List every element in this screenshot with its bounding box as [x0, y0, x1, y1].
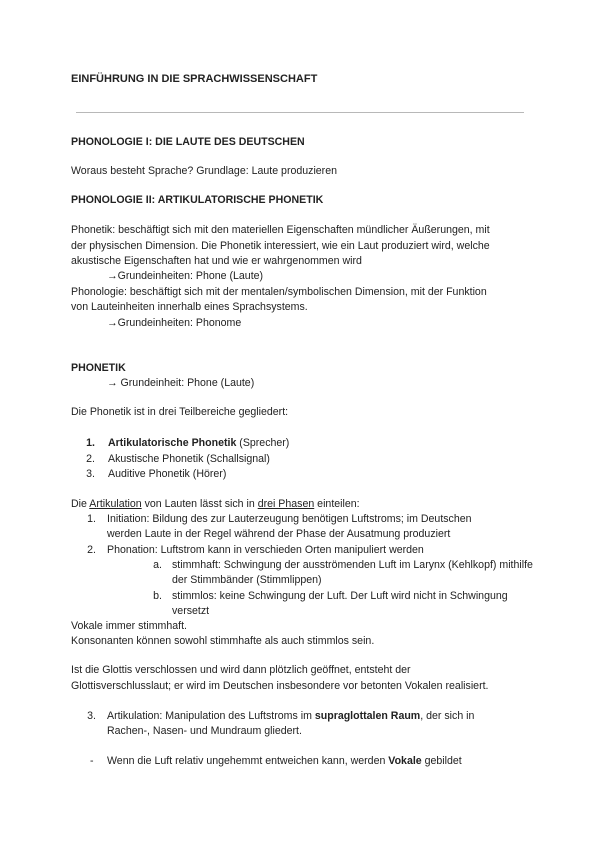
artikulation-intro-part-3: einteilen: — [314, 498, 360, 510]
sub-item-a-line-2: der Stimmbänder (Stimmlippen) — [172, 574, 322, 586]
phase-1-line-1: Initiation: Bildung des zur Lauterzeugung benötigen Luftstroms; im Deutschen — [107, 513, 472, 525]
phonetik-line-2: der physischen Dimension. Die Phonetik interessiert, wie ein Laut produziert wird, welche — [71, 240, 490, 252]
sub-item-b-line-1: stimmlos: keine Schwingung der Luft. Der Luft wird nicht in Schwingung — [172, 590, 508, 602]
section1-text: Woraus besteht Sprache? Grundlage: Laute produzieren — [71, 165, 337, 177]
list-number-1: 1. — [86, 437, 95, 449]
artikulation-number-3: 3. — [87, 710, 96, 722]
artikulation-3-line-2: Rachen-, Nasen- und Mundraum gliedert. — [107, 725, 302, 737]
phonetik-line-3: akustische Eigenschaften hat und wie er wahrgenommen wird — [71, 255, 362, 267]
sub-item-a-letter: a. — [153, 559, 162, 571]
vokale-bold: Vokale — [388, 755, 422, 767]
list-number-3: 3. — [86, 468, 95, 480]
artikulation-3-line-1 — [107, 709, 474, 724]
list-number-2: 2. — [86, 453, 95, 465]
list-item-3: Auditive Phonetik (Hörer) — [108, 468, 227, 480]
phonetik-unit-2: → Grundeinheit: Phone (Laute) — [107, 377, 255, 389]
section2-heading: PHONOLOGIE II: ARTIKULATORISCHE PHONETIK — [71, 194, 324, 206]
phonologie-line-1: Phonologie: beschäftigt sich mit der mentalen/symbolischen Dimension, mit der Funktion — [71, 286, 487, 298]
konsonanten-text: Konsonanten können sowohl stimmhafte als auch stimmlos sein. — [71, 635, 375, 647]
phase-number-2: 2. — [87, 544, 96, 556]
vokale-dash-part-2: gebildet — [421, 755, 462, 767]
document-title: EINFÜHRUNG IN DIE SPRACHWISSENSCHAFT — [71, 73, 318, 85]
list-item-2: Akustische Phonetik (Schallsignal) — [108, 453, 270, 465]
phase-1-line-2: werden Laute in der Regel während der Phase der Ausatmung produziert — [107, 528, 451, 540]
section3-heading: PHONETIK — [71, 362, 126, 374]
supraglottal-bold: supraglottalen Raum — [314, 710, 421, 722]
phonologie-unit: →Grundeinheiten: Phonome — [107, 317, 242, 329]
horizontal-divider — [76, 112, 524, 113]
phonetik-line-1: Phonetik: beschäftigt sich mit den materiellen Eigenschaften mündlicher Äußerungen, mit — [71, 224, 490, 236]
vokale-dash-line — [107, 754, 462, 769]
artikulation-intro-part-1: Die — [71, 498, 90, 510]
list-item-1-rest: (Sprecher) — [236, 437, 290, 449]
phonologie-line-2: von Lauteinheiten innerhalb eines Sprachsystems. — [71, 301, 308, 313]
artikulation-3-part-1: Artikulation: Manipulation des Luftstroms im — [107, 710, 315, 722]
vokale-stimmhaft: Vokale immer stimmhaft. — [71, 620, 187, 632]
section1-heading: PHONOLOGIE I: DIE LAUTE DES DEUTSCHEN — [71, 136, 305, 148]
list-item-1-bold: Artikulatorische Phonetik — [108, 437, 237, 449]
phase-number-1: 1. — [87, 513, 96, 525]
glottis-line-2: Glottisverschlusslaut; er wird im Deutschen insbesondere vor betonten Vokalen realisiert. — [71, 680, 489, 692]
sub-item-b-letter: b. — [153, 590, 162, 602]
sub-item-a-line-1: stimmhaft: Schwingung der ausströmenden Luft im Larynx (Kehlkopf) mithilfe — [172, 559, 533, 571]
vokale-dash-part-1: Wenn die Luft relativ ungehemmt entweichen kann, werden — [107, 755, 389, 767]
phonetik-unit: →Grundeinheiten: Phone (Laute) — [107, 270, 264, 282]
list-item-1 — [108, 436, 289, 451]
artikulation-3-part-2: , der sich in — [420, 710, 475, 722]
phase-2-line-1: Phonation: Luftstrom kann in verschieden Orten manipuliert werden — [107, 544, 424, 556]
glottis-line-1: Ist die Glottis verschlossen und wird dann plötzlich geöffnet, entsteht der — [71, 664, 411, 676]
teilbereiche-intro: Die Phonetik ist in drei Teilbereiche gegliedert: — [71, 406, 289, 418]
artikulation-intro — [71, 497, 360, 512]
drei-phasen-underlined: drei Phasen — [257, 498, 315, 510]
sub-item-b-line-2: versetzt — [172, 605, 210, 617]
artikulation-underlined: Artikulation — [89, 498, 142, 510]
artikulation-intro-part-2: von Lauten lässt sich in — [141, 498, 258, 510]
dash-bullet: - — [90, 755, 94, 767]
